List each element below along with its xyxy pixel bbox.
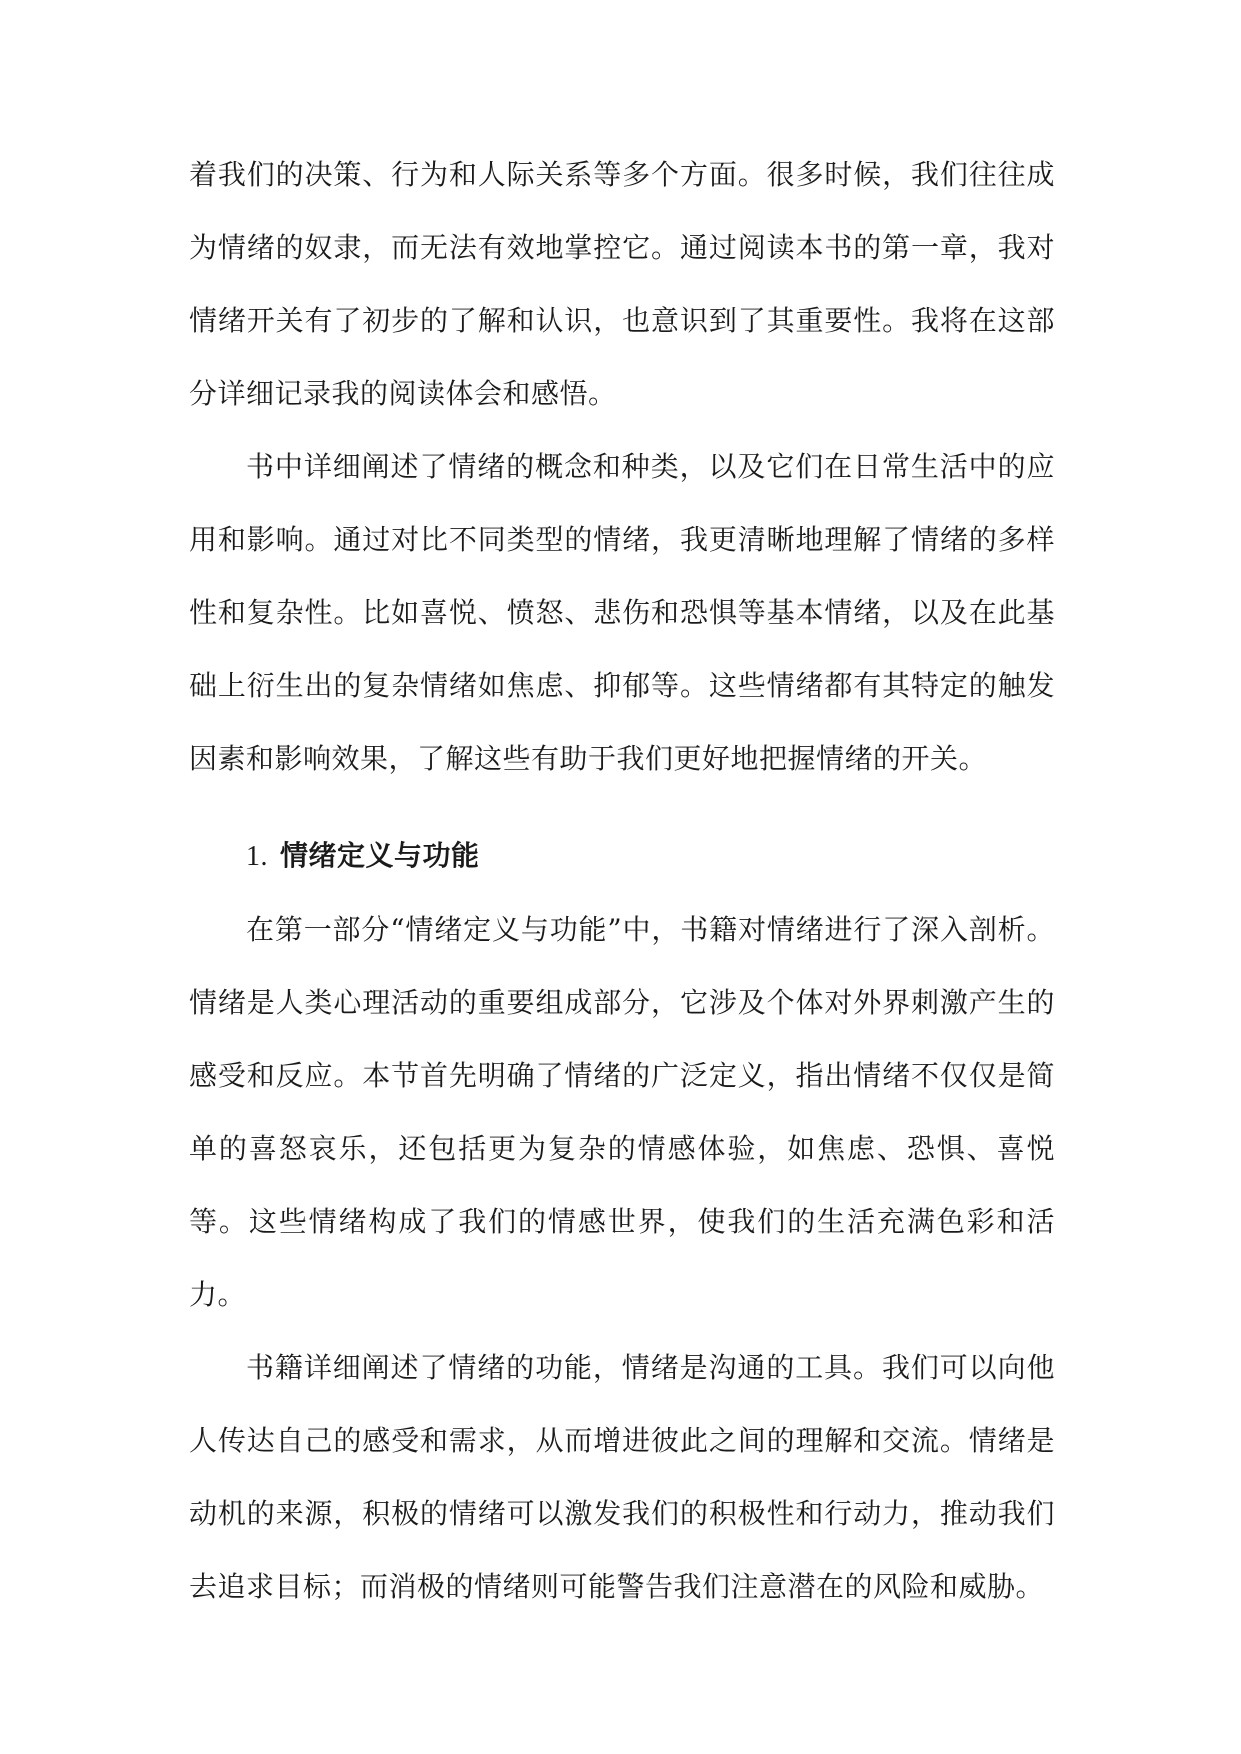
- document-body: [189, 138, 1055, 1623]
- section-title: 情绪定义与功能: [280, 839, 480, 872]
- section-heading: [189, 819, 1055, 893]
- paragraph-emotion-types: 书中详细阐述了情绪的概念和种类，以及它们在日常生活中的应用和影响。通过对比不同类型的情绪，我更清晰地理解了情绪的多样性和复杂性。比如喜悦、愤怒、悲伤和恐惧等基本情绪，以及在此基础上衍生出的复杂情绪如焦虑、抑郁等。这些情绪都有其特定的触发因素和影响效果，了解这些有助于我们更好地把握情绪的开关。: [189, 450, 1055, 775]
- paragraph-emotion-definition: 在第一部分“情绪定义与功能”中，书籍对情绪进行了深入剖析。情绪是人类心理活动的重要组成部分，它涉及个体对外界刺激产生的感受和反应。本节首先明确了情绪的广泛定义，指出情绪不仅仅是简单的喜怒哀乐，还包括更为复杂的情感体验，如焦虑、恐惧、喜悦等。这些情绪构成了我们的情感世界，使我们的生活充满色彩和活力。: [189, 913, 1055, 1311]
- paragraph-emotion-function: 书籍详细阐述了情绪的功能，情绪是沟通的工具。我们可以向他人传达自己的感受和需求，从而增进彼此之间的理解和交流。情绪是动机的来源，积极的情绪可以激发我们的积极性和行动力，推动我们去追求目标；而消极的情绪则可能警告我们注意潜在的风险和威胁。: [189, 1351, 1055, 1603]
- paragraph-continued: 着我们的决策、行为和人际关系等多个方面。很多时候，我们往往成为情绪的奴隶，而无法有效地掌控它。通过阅读本书的第一章，我对情绪开关有了初步的了解和认识，也意识到了其重要性。我将在这部分详细记录我的阅读体会和感悟。: [189, 158, 1055, 410]
- section-number: 1.: [246, 841, 268, 872]
